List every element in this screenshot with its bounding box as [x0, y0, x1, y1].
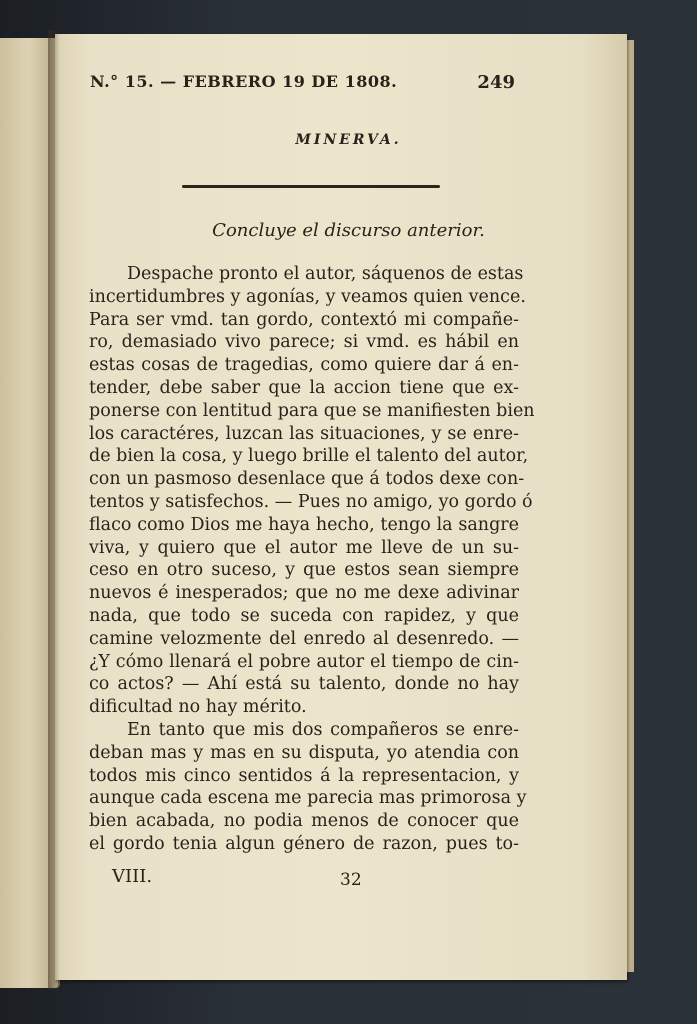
spine-shadow	[48, 30, 60, 990]
text-line: En tanto que mis dos compañeros se enre-	[127, 719, 519, 740]
text-line: bien acabada, no podia menos de conocer que	[89, 811, 519, 832]
journal-title: MINERVA.	[295, 132, 402, 148]
text-line: los caractéres, luzcan las situaciones, y se enre-	[89, 423, 519, 444]
text-line: tender, debe saber que la accion tiene que ex-	[89, 377, 519, 398]
text-line: deban mas y mas en su disputa, yo atendia con	[89, 742, 519, 763]
text-line: Para ser vmd. tan gordo, contextó mi compañe-	[89, 309, 519, 330]
text-line: ¿Y cómo llenará el pobre autor el tiempo de cin-	[89, 651, 519, 672]
text-line: nuevos é inesperados; que no me dexe adivinar	[89, 583, 519, 604]
section-heading: Concluye el discurso anterior.	[212, 220, 485, 241]
text-line: estas cosas de tragedias, como quiere dar á en-	[89, 355, 519, 376]
issue-date-line: N.° 15. — FEBRERO 19 DE 1808.	[90, 72, 398, 91]
text-line: co actos? — Ahí está su talento, donde no hay	[89, 674, 519, 695]
text-line: viva, y quiero que el autor me lleve de un su-	[89, 537, 519, 558]
text-line: todos mis cinco sentidos á la representacion, y	[89, 765, 519, 786]
text-line: ro, demasiado vivo parece; si vmd. es hábil en	[89, 332, 519, 353]
paragraph	[89, 719, 527, 856]
text-line: ponerse con lentitud para que se manifiesten bien	[89, 400, 535, 421]
text-line: aunque cada escena me parecia mas primorosa y	[89, 788, 527, 809]
sheet-number: 32	[340, 870, 362, 890]
text-line: dificultad no hay mérito.	[89, 697, 307, 718]
text-line: ceso en otro suceso, y que estos sean siempre	[89, 560, 519, 581]
title-rule	[182, 185, 440, 188]
text-line: Despache pronto el autor, sáquenos de estas	[127, 264, 524, 284]
body-text	[89, 263, 535, 856]
text-line: con un pasmoso desenlace que á todos dexe con-	[89, 469, 525, 490]
text-line: el gordo tenia algun género de razon, pues to-	[89, 833, 519, 854]
page-number: 249	[477, 72, 515, 93]
signature-mark: VIII.	[112, 866, 153, 887]
text-line: de bien la cosa, y luego brille el talento del autor,	[89, 446, 529, 467]
paragraph	[89, 263, 535, 719]
text-line: flaco como Dios me haya hecho, tengo la sangre	[89, 514, 519, 535]
text-line: camine velozmente del enredo al desenredo. —	[89, 628, 519, 649]
running-header	[90, 72, 515, 98]
text-line: tentos y satisfechos. — Pues no amigo, yo gordo ó	[89, 491, 533, 512]
text-line: nada, que todo se suceda con rapidez, y que	[89, 605, 519, 626]
text-line: incertidumbres y agonías, y veamos quien vence.	[89, 286, 526, 307]
